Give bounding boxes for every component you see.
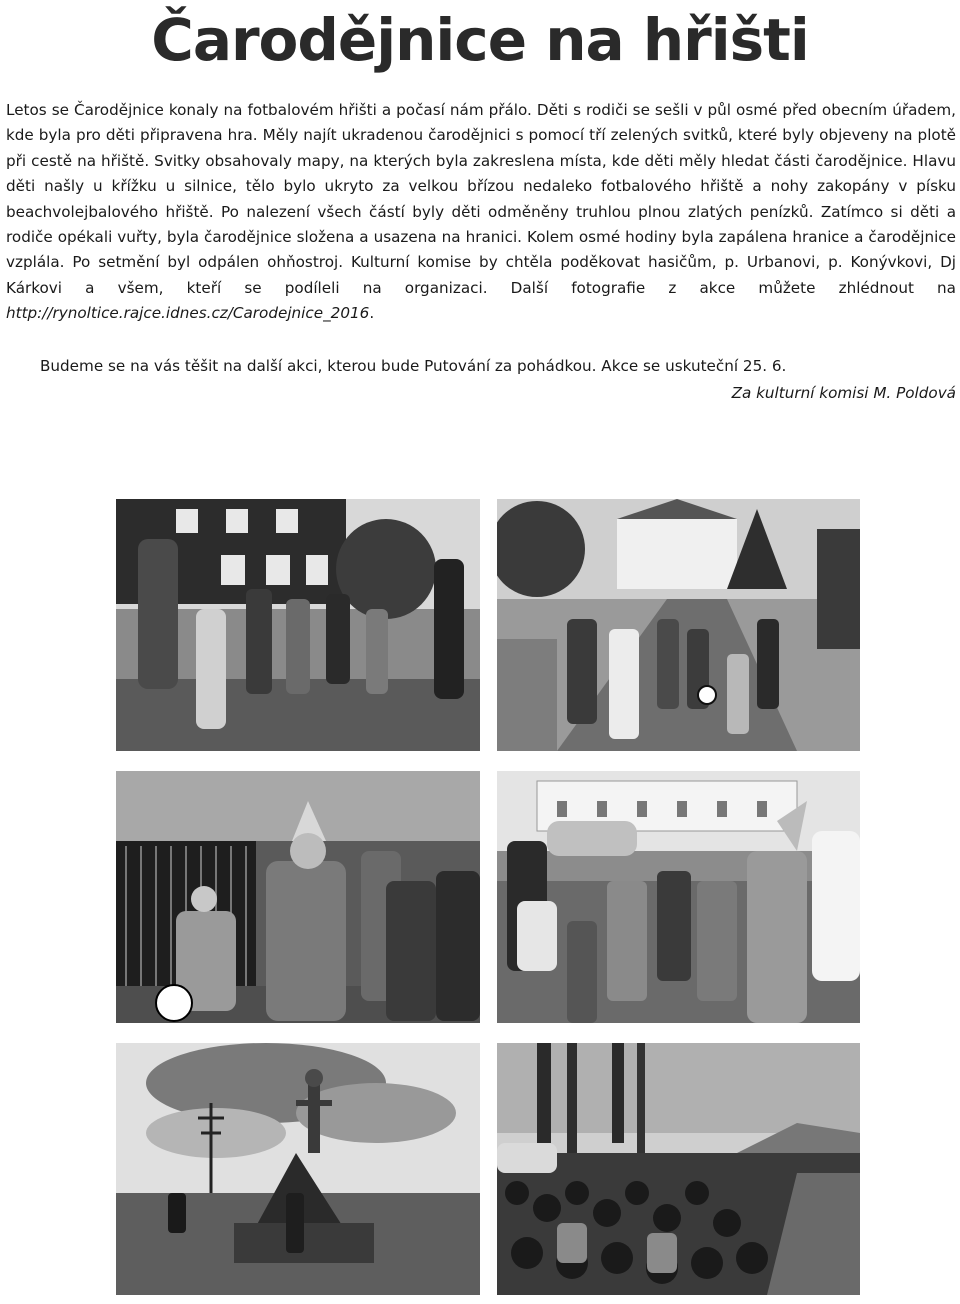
photo-witch-with-children: [116, 771, 480, 1023]
photo-bonfire-effigy: [116, 1043, 480, 1295]
article-text-end: .: [369, 304, 375, 323]
photo-crowd-at-dusk: [497, 1043, 860, 1295]
photo-children-by-house: [116, 499, 480, 751]
article-text: Letos se Čarodějnice konaly na fotbalovém hřišti a počasí nám přálo. Děti s rodiči se sešli v půl osmé před obecním úřadem, kde byla pro děti připravena hra. Měly najít ukradenou čarodějnici s pomocí tří zelených svitků, které byly objeveny na plotě při cestě na hřiště. Svitky obsahovaly mapy, na kterých byla zakreslena místa, kde děti měly hledat části čarodějnice. Hlavu děti našly u křížku u silnice, tělo bylo ukryto za velkou břízou nedaleko fotbalového hřiště a nohy zakopány v písku beachvolejbalového hřiště. Po nalezení všech částí byly děti odměněny truhlou plnou zlatých penízků. Zatímco si děti a rodiče opékali vuřty, byla čarodějnice složena a usazena na hranici. Kolem osmé hodiny byla zapálena hranice a čarodějnice vzplála. Po setmění byl odpálen ohňostroj. Kulturní komise by chtěla poděkovat hasičům, p. Urbanovi, p. Konývkovi, Dj Kárkovi a všem, kteří se podíleli na organizaci. Další fotografie z akce můžete zhlédnout na: [6, 101, 956, 297]
article-title: Čarodějnice na hřišti: [151, 6, 809, 74]
photo-procession-on-road: [497, 499, 860, 751]
photo-gallery-link[interactable]: http://rynoltice.rajce.idnes.cz/Carodejnice_2016: [6, 304, 370, 323]
signature: Za kulturní komisi M. Poldová: [731, 384, 956, 402]
article-body: [6, 98, 956, 327]
event-notice: Budeme se na vás těšit na další akci, kterou bude Putování za pohádkou. Akce se uskuteční 25. 6.: [40, 357, 787, 375]
photo-crowd-with-witch: [497, 771, 860, 1023]
